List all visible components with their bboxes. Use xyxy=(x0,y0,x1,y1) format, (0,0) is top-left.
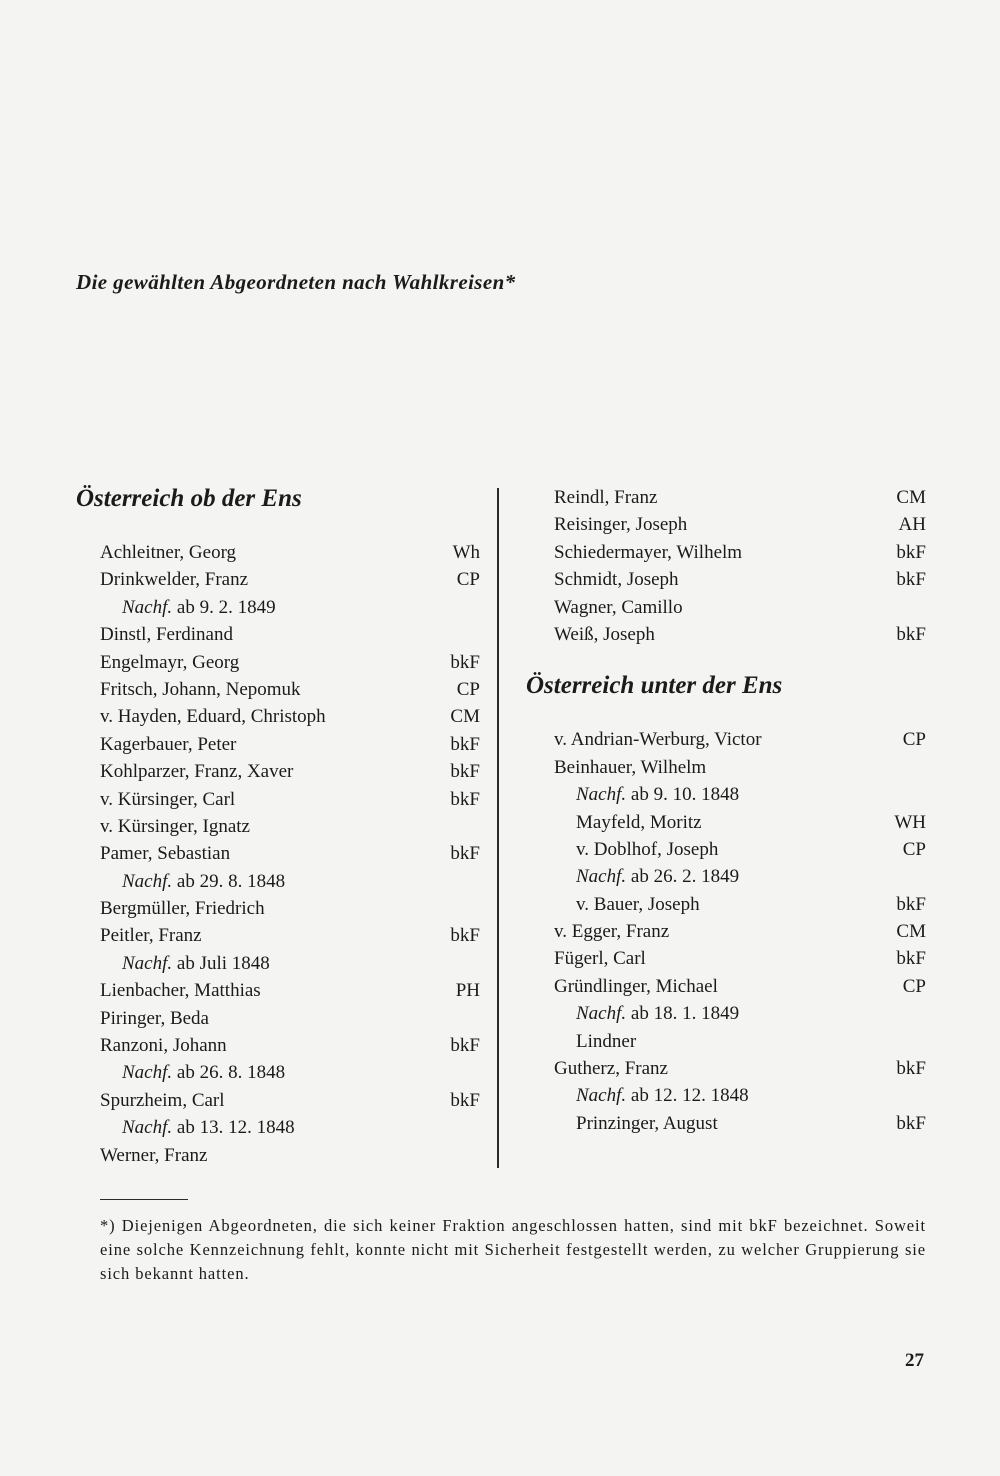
delegate-row xyxy=(526,973,926,1000)
delegate-name-text: v. Kürsinger, Carl xyxy=(100,788,236,810)
delegate-name-text: Lindner xyxy=(576,1030,637,1052)
delegate-name xyxy=(100,731,236,758)
delegate-row xyxy=(526,891,926,918)
delegate-name-text: v. Kürsinger, Ignatz xyxy=(100,815,250,837)
successor-label: Nachf. xyxy=(122,596,173,618)
successor-label: Nachf. xyxy=(576,866,627,888)
faction-code: CP xyxy=(902,975,926,997)
delegate-name-text: Drinkwelder, Franz xyxy=(100,569,249,591)
successor-label: Nachf. xyxy=(576,1085,627,1107)
delegate-row xyxy=(526,726,926,753)
delegate-name xyxy=(554,945,646,972)
delegate-name-text: ab 26. 8. 1848 xyxy=(172,1062,286,1084)
delegate-name xyxy=(100,539,236,566)
delegate-name xyxy=(100,621,233,648)
successor-label: Nachf. xyxy=(122,1117,173,1139)
faction-code: bkF xyxy=(450,1035,480,1057)
faction-code: CM xyxy=(896,921,926,943)
delegate-name-text: Engelmayr, Georg xyxy=(100,651,240,673)
delegate-name-text: Spurzheim, Carl xyxy=(100,1089,225,1111)
delegate-name-text: Achleitner, Georg xyxy=(100,542,237,563)
delegate-name-text: Lienbacher, Matthias xyxy=(100,980,261,1002)
delegate-name-text: ab 9. 10. 1848 xyxy=(626,784,740,806)
faction-code: bkF xyxy=(896,1112,926,1134)
delegate-name xyxy=(100,840,230,867)
delegate-row xyxy=(76,922,480,949)
faction-code: bkF xyxy=(896,1058,926,1080)
delegate-row xyxy=(76,1005,476,1032)
faction-code: bkF xyxy=(450,788,480,810)
delegate-name-text: Gründlinger, Michael xyxy=(554,975,718,997)
delegate-name-text: Prinzinger, August xyxy=(576,1112,718,1134)
delegate-name-text: ab 18. 1. 1849 xyxy=(626,1003,740,1025)
right-column xyxy=(526,484,926,1137)
delegate-name xyxy=(554,621,655,648)
delegate-name-text: Weiß, Joseph xyxy=(554,623,655,645)
successor-row xyxy=(526,1082,926,1109)
footnote-rule xyxy=(100,1199,188,1200)
delegate-row xyxy=(76,1032,480,1059)
successor-row xyxy=(526,1000,926,1027)
delegate-name xyxy=(100,1005,209,1032)
delegate-name-text: Mayfeld, Moritz xyxy=(576,811,702,833)
delegate-name xyxy=(576,1110,718,1137)
delegate-name xyxy=(100,1087,225,1114)
faction-code: bkF xyxy=(450,733,480,755)
successor-row xyxy=(76,950,476,977)
delegate-name xyxy=(100,1142,207,1169)
delegate-name-text: ab 26. 2. 1849 xyxy=(626,866,740,888)
delegate-row xyxy=(526,621,926,648)
delegate-row xyxy=(76,977,480,1004)
delegate-row xyxy=(76,1087,480,1114)
faction-code: bkF xyxy=(450,925,480,947)
delegate-row xyxy=(76,703,480,730)
delegate-name-text: ab 9. 2. 1849 xyxy=(172,596,276,618)
delegate-row xyxy=(526,1028,926,1055)
delegate-row xyxy=(76,731,480,758)
successor-row xyxy=(526,781,926,808)
delegate-name xyxy=(554,539,742,566)
faction-code: CP xyxy=(902,838,926,860)
footnote: *) Diejenigen Abgeordneten, die sich keiner Fraktion angeschlossen hatten, sind mit bkF bezeichnet. Soweit eine solche Kennzeichnung fehlt, konnte nicht mit Sicherheit festgestellt werden, zu welcher Gruppierung sie sich bekannt hatten. xyxy=(100,1216,926,1283)
delegate-row xyxy=(526,594,926,621)
delegate-row xyxy=(76,621,476,648)
delegate-name-text: v. Doblhof, Joseph xyxy=(576,838,719,860)
delegate-name xyxy=(576,1000,739,1027)
faction-code: bkF xyxy=(450,1089,480,1111)
delegate-list-right-top xyxy=(526,484,926,648)
delegate-name xyxy=(100,676,301,703)
delegate-name-text: Peitler, Franz xyxy=(100,925,202,947)
delegate-row xyxy=(76,539,480,566)
delegate-name-text: v. Andrian-Werburg, Victor xyxy=(554,729,762,751)
faction-code: WH xyxy=(894,811,926,833)
delegate-list-right xyxy=(526,726,926,1137)
delegate-row xyxy=(526,484,926,511)
delegate-name-text: Schmidt, Joseph xyxy=(554,569,679,591)
delegate-name xyxy=(122,1114,295,1141)
delegate-name xyxy=(122,1059,285,1086)
delegate-name xyxy=(100,977,261,1004)
delegate-name xyxy=(554,594,683,621)
delegate-name-text: Pamer, Sebastian xyxy=(100,843,231,865)
delegate-name xyxy=(576,836,718,863)
delegate-name xyxy=(100,758,293,785)
delegate-name-text: Schiedermayer, Wilhelm xyxy=(554,541,743,563)
delegate-name xyxy=(122,868,285,895)
delegate-row xyxy=(526,809,926,836)
faction-code: bkF xyxy=(450,843,480,865)
delegate-name-text: Dinstl, Ferdinand xyxy=(100,624,233,646)
delegate-name-text: ab Juli 1848 xyxy=(172,952,270,974)
left-column xyxy=(76,483,480,1169)
delegate-name xyxy=(554,726,762,753)
delegate-row xyxy=(526,1110,926,1137)
faction-code: bkF xyxy=(450,651,480,673)
faction-code: bkF xyxy=(450,761,480,783)
delegate-row xyxy=(76,786,480,813)
delegate-name xyxy=(100,922,202,949)
delegate-name xyxy=(554,973,718,1000)
delegate-name-text: Reisinger, Joseph xyxy=(554,514,688,536)
successor-row xyxy=(76,1114,476,1141)
delegate-name-text: Bergmüller, Friedrich xyxy=(100,898,265,920)
faction-code: PH xyxy=(455,980,480,1002)
delegate-name-text: v. Bauer, Joseph xyxy=(576,893,700,915)
delegate-name-text: Kohlparzer, Franz, Xaver xyxy=(100,761,294,783)
section-heading-unter-der-ens: Österreich unter der Ens xyxy=(526,672,783,700)
delegate-row xyxy=(76,895,476,922)
delegate-name xyxy=(122,594,276,621)
delegate-row xyxy=(526,836,926,863)
delegate-name xyxy=(100,895,265,922)
delegate-name xyxy=(100,786,235,813)
delegate-name xyxy=(576,863,739,890)
delegate-row xyxy=(76,840,480,867)
delegate-name xyxy=(100,649,239,676)
successor-label: Nachf. xyxy=(122,870,173,892)
delegate-row xyxy=(526,945,926,972)
delegate-name-text: Ranzoni, Johann xyxy=(100,1035,227,1057)
delegate-name-text: Reindl, Franz xyxy=(554,487,658,508)
delegate-row xyxy=(76,1142,476,1169)
delegate-name xyxy=(554,511,687,538)
faction-code: CP xyxy=(456,569,480,591)
delegate-row xyxy=(526,566,926,593)
delegate-name xyxy=(554,1055,668,1082)
delegate-name xyxy=(576,1082,749,1109)
delegate-row xyxy=(76,566,480,593)
faction-code: CM xyxy=(450,706,480,728)
successor-row xyxy=(76,868,476,895)
faction-code: CM xyxy=(896,487,926,508)
delegate-name xyxy=(554,484,657,511)
successor-row xyxy=(76,594,476,621)
delegate-name-text: ab 29. 8. 1848 xyxy=(172,870,286,892)
delegate-name-text: Gutherz, Franz xyxy=(554,1058,668,1080)
successor-label: Nachf. xyxy=(576,1003,627,1025)
delegate-name xyxy=(122,950,270,977)
delegate-list-left xyxy=(76,539,480,1169)
delegate-row xyxy=(526,1055,926,1082)
delegate-name xyxy=(576,1028,636,1055)
page-title: Die gewählten Abgeordneten nach Wahlkreisen* xyxy=(76,270,516,294)
delegate-name-text: Werner, Franz xyxy=(100,1144,208,1166)
delegate-row xyxy=(76,649,480,676)
delegate-name-text: Kagerbauer, Peter xyxy=(100,733,237,755)
delegate-name-text: Fügerl, Carl xyxy=(554,948,646,970)
faction-code: AH xyxy=(898,514,926,536)
faction-code: bkF xyxy=(896,893,926,915)
delegate-name xyxy=(554,566,679,593)
delegate-name-text: v. Hayden, Eduard, Christoph xyxy=(100,706,326,728)
delegate-name xyxy=(100,566,248,593)
delegate-name xyxy=(576,781,739,808)
delegate-row xyxy=(526,918,926,945)
delegate-row xyxy=(76,813,476,840)
delegate-name xyxy=(554,918,669,945)
delegate-name xyxy=(100,813,250,840)
faction-code: Wh xyxy=(452,542,480,563)
delegate-name xyxy=(100,1032,227,1059)
successor-label: Nachf. xyxy=(576,784,627,806)
delegate-name-text: ab 12. 12. 1848 xyxy=(626,1085,749,1107)
faction-code: bkF xyxy=(896,623,926,645)
delegate-name xyxy=(100,703,326,730)
delegate-name-text: v. Egger, Franz xyxy=(554,921,670,943)
faction-code: CP xyxy=(456,678,480,700)
delegate-name-text: Wagner, Camillo xyxy=(554,596,683,618)
delegate-name-text: ab 13. 12. 1848 xyxy=(172,1117,295,1139)
delegate-row xyxy=(76,676,480,703)
delegate-row xyxy=(526,511,926,538)
column-divider xyxy=(497,488,499,1168)
faction-code: CP xyxy=(902,729,926,751)
delegate-name-text: Piringer, Beda xyxy=(100,1007,209,1029)
successor-row xyxy=(76,1059,476,1086)
page-number: 27 xyxy=(905,1350,924,1371)
delegate-name-text: Beinhauer, Wilhelm xyxy=(554,756,707,778)
section-heading-ob-der-ens: Österreich ob der Ens xyxy=(76,485,302,512)
delegate-name xyxy=(576,891,700,918)
successor-label: Nachf. xyxy=(122,1062,173,1084)
successor-label: Nachf. xyxy=(122,952,173,974)
delegate-row xyxy=(526,539,926,566)
delegate-row xyxy=(76,758,480,785)
faction-code: bkF xyxy=(896,948,926,970)
delegate-name-text: Fritsch, Johann, Nepomuk xyxy=(100,678,301,700)
delegate-name xyxy=(576,809,702,836)
successor-row xyxy=(526,863,926,890)
delegate-row xyxy=(526,754,926,781)
delegate-name xyxy=(554,754,706,781)
faction-code: bkF xyxy=(896,541,926,563)
faction-code: bkF xyxy=(896,569,926,591)
